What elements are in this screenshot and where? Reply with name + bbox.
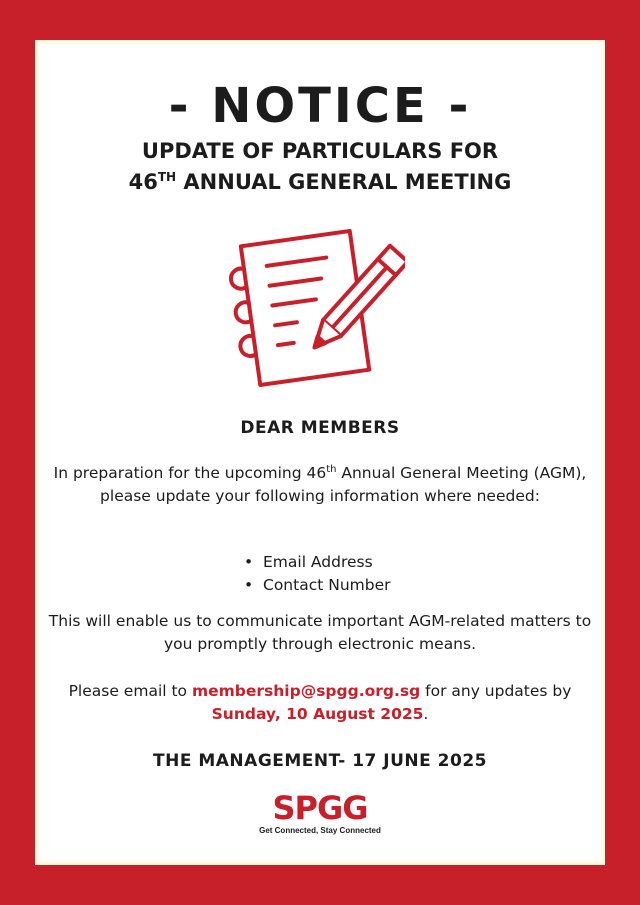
notice-title: - NOTICE -: [168, 78, 472, 134]
subtitle-ordinal: TH: [157, 170, 177, 184]
cta-paragraph: [40, 680, 600, 726]
intro-paragraph: [40, 462, 600, 508]
intro-ordinal: th: [326, 463, 337, 475]
spgg-logo: [258, 789, 382, 835]
notepad-pencil-icon: [225, 213, 405, 393]
cta-prefix: Please email to: [68, 682, 192, 700]
salutation: DEAR MEMBERS: [240, 418, 400, 438]
email-link[interactable]: membership@spgg.org.sg: [191, 682, 421, 700]
cta-middle: for any updates by: [420, 682, 572, 700]
list-item: • Email Address: [244, 551, 391, 574]
update-items-list: [244, 551, 391, 597]
closing-paragraph: This will enable us to communicate important AGM-related matters to you promptly through electronic means.: [48, 612, 592, 653]
subtitle-line-1: UPDATE OF PARTICULARS FOR: [141, 139, 499, 163]
poster-content: [39, 44, 601, 861]
subtitle-line-2: [0, 172, 640, 193]
list-item: • Contact Number: [244, 574, 391, 597]
cta-suffix: .: [423, 705, 429, 723]
subtitle-number: 46: [128, 170, 158, 194]
poster-frame: [35, 40, 605, 865]
intro-text-2: Annual General Meeting (AGM), please update your following information where needed:: [100, 464, 587, 505]
subtitle-rest: ANNUAL GENERAL MEETING: [176, 170, 512, 194]
intro-text-1: In preparation for the upcoming 46: [53, 464, 327, 482]
logo-tagline: Get Connected, Stay Connected: [259, 826, 381, 835]
logo-wordmark: SPGG: [272, 789, 368, 827]
signoff: THE MANAGEMENT- 17 JUNE 2025: [153, 751, 487, 771]
deadline-date: Sunday, 10 August 2025: [211, 705, 424, 723]
